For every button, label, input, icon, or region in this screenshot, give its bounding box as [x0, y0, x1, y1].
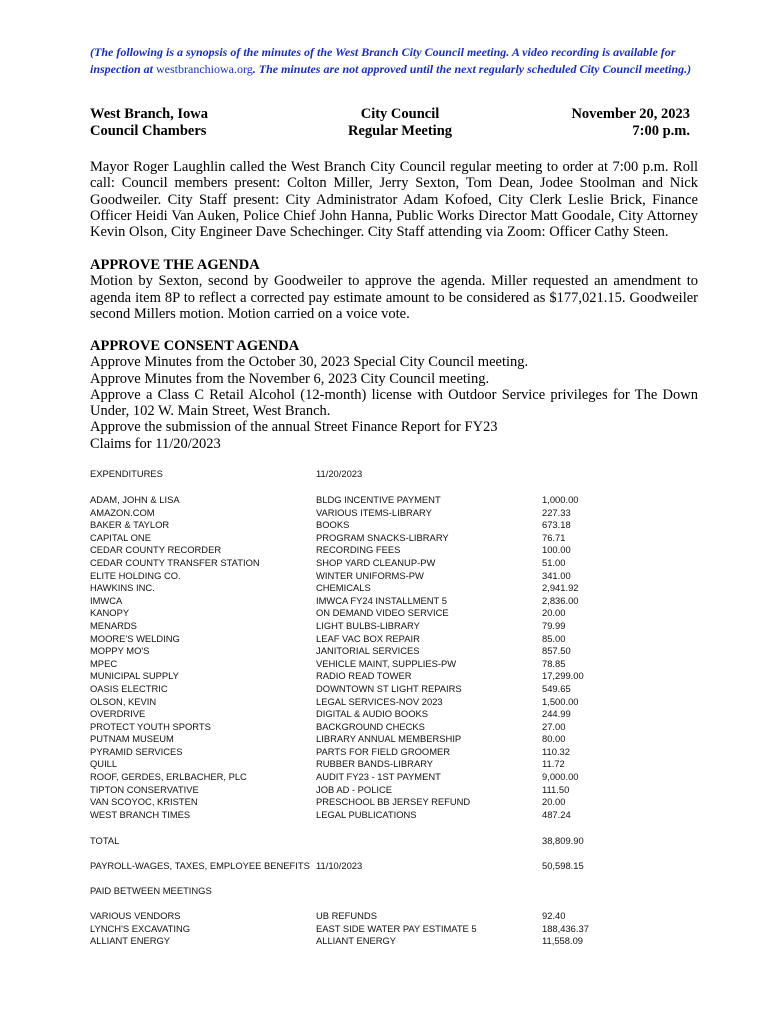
agenda-text: Motion by Sexton, second by Goodweiler to approve the agenda. Miller requested an amendment to agenda item 8P to reflect a corrected pay estimate amount to be considered as $177,021.15. Goodweiler second Millers motion. Motion carried on a voice vote. [90, 273, 698, 322]
description-cell: JOB AD - POLICE [316, 783, 393, 795]
table-row [90, 494, 690, 507]
expenditures-date: 11/20/2023 [316, 468, 363, 479]
vendor-cell: IMWCA [90, 594, 123, 606]
table-row [90, 708, 690, 721]
vendor-cell: CEDAR COUNTY TRANSFER STATION [90, 556, 260, 568]
vendor-cell: OLSON, KEVIN [90, 695, 157, 707]
description-cell: BOOKS [316, 519, 350, 531]
consent-item: Approve Minutes from the November 6, 2023 City Council meeting. [90, 370, 490, 387]
amount-cell: 100.00 [542, 544, 571, 556]
table-row [90, 796, 690, 809]
description-cell: LIGHT BULBS-LIBRARY [316, 619, 420, 631]
amount-cell: 27.00 [542, 720, 566, 732]
amount-cell: 2,836.00 [542, 594, 579, 606]
amount-cell: 80.00 [542, 733, 566, 745]
description-cell: PROGRAM SNACKS-LIBRARY [316, 531, 449, 543]
amount-cell: 188,436.37 [542, 922, 589, 934]
amount-cell: 79.99 [542, 619, 566, 631]
vendor-cell: BAKER & TAYLOR [90, 519, 170, 531]
table-row [90, 519, 690, 532]
paid-between-table [90, 910, 690, 948]
table-row [90, 633, 690, 646]
synopsis-text-2: . The minutes are not approved until the next regularly scheduled City Council meeting.) [252, 62, 692, 76]
amount-cell: 549.65 [542, 682, 571, 694]
vendor-cell: MOORE'S WELDING [90, 632, 180, 644]
table-row [90, 658, 690, 671]
amount-cell: 227.33 [542, 506, 571, 518]
description-cell: PARTS FOR FIELD GROOMER [316, 745, 451, 757]
description-cell: RADIO READ TOWER [316, 670, 412, 682]
table-row [90, 582, 690, 595]
vendor-cell: AMAZON.COM [90, 506, 155, 518]
table-row [90, 507, 690, 520]
table-row [90, 683, 690, 696]
amount-cell: 11.72 [542, 758, 565, 770]
description-cell: LEGAL SERVICES-NOV 2023 [316, 695, 443, 707]
meeting-body: City Council [360, 106, 440, 122]
amount-cell: 487.24 [542, 808, 571, 820]
description-cell: BLDG INCENTIVE PAYMENT [316, 494, 441, 505]
vendor-cell: VARIOUS VENDORS [90, 910, 181, 921]
vendor-cell: MPEC [90, 657, 118, 669]
description-cell: DIGITAL & AUDIO BOOKS [316, 708, 429, 720]
description-cell: PRESCHOOL BB JERSEY REFUND [316, 796, 471, 808]
amount-cell: 1,000.00 [542, 494, 579, 505]
consent-section [90, 338, 698, 452]
amount-cell: 857.50 [542, 645, 571, 657]
description-cell: BACKGROUND CHECKS [316, 720, 425, 732]
amount-cell: 92.40 [542, 910, 566, 921]
location-city: West Branch, Iowa [90, 106, 209, 122]
table-row [90, 645, 690, 658]
vendor-cell: PUTNAM MUSEUM [90, 733, 174, 745]
vendor-cell: ELITE HOLDING CO. [90, 569, 181, 581]
description-cell: ON DEMAND VIDEO SERVICE [316, 607, 449, 619]
vendor-cell: TIPTON CONSERVATIVE [90, 783, 199, 795]
description-cell: EAST SIDE WATER PAY ESTIMATE 5 [316, 922, 477, 934]
description-cell: ALLIANT ENERGY [316, 935, 397, 947]
table-row [90, 670, 690, 683]
amount-cell: 78.85 [542, 657, 566, 669]
description-cell: JANITORIAL SERVICES [316, 645, 420, 657]
amount-cell: 51.00 [542, 556, 566, 568]
amount-cell: 673.18 [542, 519, 571, 531]
table-row [90, 746, 690, 759]
description-cell: LEAF VAC BOX REPAIR [316, 632, 420, 644]
vendor-cell: PYRAMID SERVICES [90, 745, 183, 757]
table-row [90, 595, 690, 608]
vendor-cell: VAN SCOYOC, KRISTEN [90, 796, 198, 808]
meeting-date: November 20, 2023 [571, 106, 690, 122]
consent-item: Approve the submission of the annual Street Finance Report for FY23 [90, 419, 498, 436]
location-header [90, 106, 208, 140]
agenda-section [90, 257, 698, 322]
amount-cell: 244.99 [542, 708, 571, 720]
amount-cell: 341.00 [542, 569, 571, 581]
vendor-cell: ADAM, JOHN & LISA [90, 494, 180, 505]
intro-paragraph: Mayor Roger Laughlin called the West Branch City Council regular meeting to order at 7:00 p.m. Roll call: Council members present: Colton Miller, Jerry Sexton, Tom Dean, Jodee Stoolman and Nick Goodweiler. City Staff present: City Administrator Adam Kofoed, City Clerk Leslie Brick, Finance Officer Heidi Van Auken, Police Chief John Hanna, Public Works Director Matt Goodale, City Attorney Kevin Olson, City Engineer Dave Schechinger. City Staff attending via Zoom: Officer Cathy Steen. [90, 159, 698, 241]
vendor-cell: HAWKINS INC. [90, 582, 155, 594]
expenditures-heading: EXPENDITURES [90, 468, 163, 479]
description-cell: LEGAL PUBLICATIONS [316, 808, 417, 820]
total-label: TOTAL [90, 835, 120, 846]
vendor-cell: ROOF, GERDES, ERLBACHER, PLC [90, 771, 247, 783]
expenditures-header-row [90, 468, 690, 481]
consent-item: Approve a Class C Retail Alcohol (12-month) license with Outdoor Service privileges for The Down Under, 102 W. Main Street, West Branch. [90, 386, 698, 420]
vendor-cell: LYNCH'S EXCAVATING [90, 922, 191, 934]
payroll-row [90, 860, 690, 873]
synopsis-text-1: (The following is a synopsis of the minutes of the West Branch City Council meeting. A video recording is available for inspection at [90, 45, 676, 76]
paid-between-heading-row [90, 885, 690, 898]
description-cell: WINTER UNIFORMS-PW [316, 569, 424, 581]
amount-cell: 20.00 [542, 607, 566, 619]
table-row [90, 784, 690, 797]
consent-item: Claims for 11/20/2023 [90, 435, 221, 452]
table-row [90, 532, 690, 545]
vendor-cell: CEDAR COUNTY RECORDER [90, 544, 222, 556]
vendor-cell: OASIS ELECTRIC [90, 682, 168, 694]
vendor-cell: MUNICIPAL SUPPLY [90, 670, 179, 682]
location-room: Council Chambers [90, 123, 207, 139]
amount-cell: 85.00 [542, 632, 566, 644]
agenda-heading: APPROVE THE AGENDA [90, 257, 260, 273]
description-cell: DOWNTOWN ST LIGHT REPAIRS [316, 682, 462, 694]
consent-heading: APPROVE CONSENT AGENDA [90, 338, 300, 354]
table-row [90, 696, 690, 709]
consent-item: Approve Minutes from the October 30, 2023 Special City Council meeting. [90, 354, 529, 371]
table-row [90, 809, 690, 822]
expenditures-table [90, 494, 690, 821]
amount-cell: 9,000.00 [542, 771, 579, 783]
meeting-kind: Regular Meeting [347, 123, 453, 139]
description-cell: LIBRARY ANNUAL MEMBERSHIP [316, 733, 462, 745]
vendor-cell: PROTECT YOUTH SPORTS [90, 720, 211, 732]
table-row [90, 910, 690, 923]
vendor-cell: WEST BRANCH TIMES [90, 808, 191, 820]
description-cell: SHOP YARD CLEANUP-PW [316, 556, 436, 568]
vendor-cell: ALLIANT ENERGY [90, 935, 171, 947]
vendor-cell: MENARDS [90, 619, 137, 631]
description-cell: UB REFUNDS [316, 910, 377, 921]
table-row [90, 771, 690, 784]
amount-cell: 11,558.09 [542, 935, 584, 947]
meeting-time: 7:00 p.m. [632, 123, 690, 139]
vendor-cell: CAPITAL ONE [90, 531, 151, 543]
table-row [90, 733, 690, 746]
total-row [90, 835, 690, 848]
description-cell: VARIOUS ITEMS-LIBRARY [316, 506, 432, 518]
table-row [90, 570, 690, 583]
description-cell: AUDIT FY23 - 1ST PAYMENT [316, 771, 441, 783]
amount-cell: 111.50 [542, 783, 570, 795]
payroll-label: PAYROLL-WAGES, TAXES, EMPLOYEE BENEFITS [90, 860, 310, 871]
payroll-value: 50,598.15 [542, 860, 584, 871]
amount-cell: 110.32 [542, 745, 570, 757]
vendor-cell: QUILL [90, 758, 118, 770]
amount-cell: 2,941.92 [542, 582, 579, 594]
website-link[interactable]: westbranchiowa.org [156, 62, 253, 76]
table-row [90, 758, 690, 771]
table-row [90, 923, 690, 936]
description-cell: CHEMICALS [316, 582, 371, 594]
meeting-type-header [300, 106, 500, 140]
date-header [520, 106, 690, 140]
description-cell: IMWCA FY24 INSTALLMENT 5 [316, 594, 447, 606]
description-cell: RUBBER BANDS-LIBRARY [316, 758, 434, 770]
table-row [90, 544, 690, 557]
description-cell: VEHICLE MAINT, SUPPLIES-PW [316, 657, 457, 669]
amount-cell: 1,500.00 [542, 695, 579, 707]
table-row [90, 721, 690, 734]
vendor-cell: MOPPY MO'S [90, 645, 150, 657]
paid-between-heading: PAID BETWEEN MEETINGS [90, 885, 212, 896]
table-row [90, 557, 690, 570]
amount-cell: 20.00 [542, 796, 566, 808]
description-cell: RECORDING FEES [316, 544, 401, 556]
amount-cell: 17,299.00 [542, 670, 584, 682]
table-row [90, 607, 690, 620]
payroll-date: 11/10/2023 [316, 860, 363, 871]
vendor-cell: OVERDRIVE [90, 708, 146, 720]
table-row [90, 620, 690, 633]
table-row [90, 935, 690, 948]
synopsis-note [90, 44, 700, 78]
total-value: 38,809.90 [542, 835, 584, 846]
amount-cell: 76.71 [542, 531, 566, 543]
vendor-cell: KANOPY [90, 607, 130, 619]
